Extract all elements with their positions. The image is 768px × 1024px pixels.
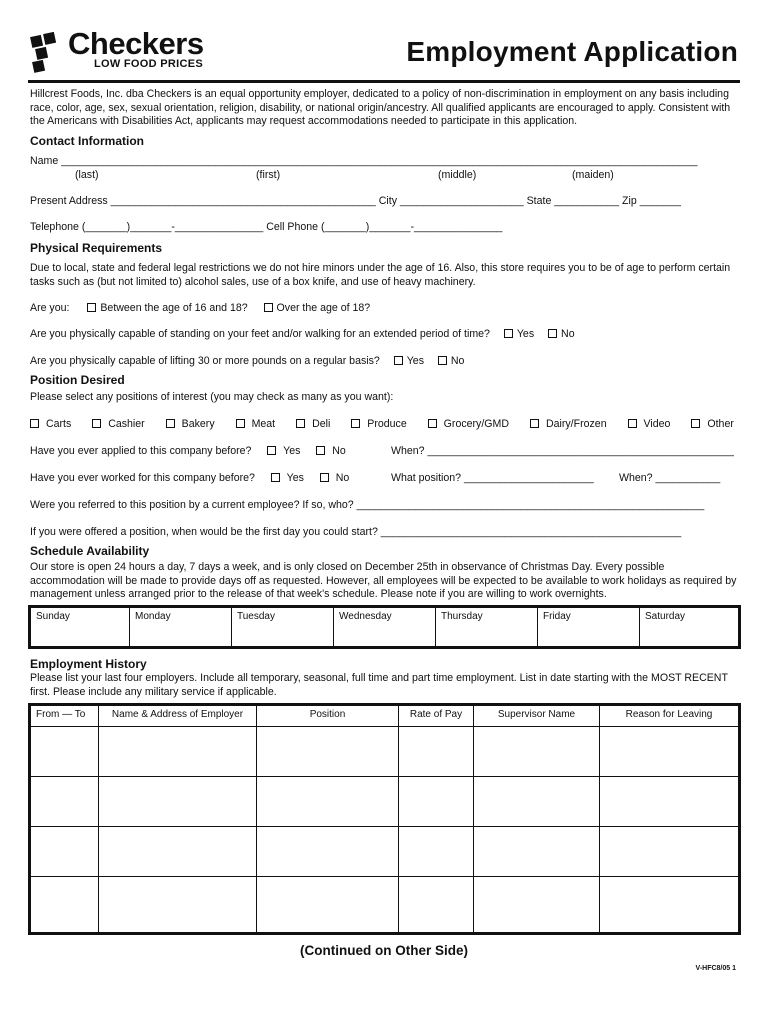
position-option-label: Cashier: [108, 418, 145, 430]
address-field[interactable]: Present Address _____________________________________________ City _____________________ State ___________ Zip _______: [30, 195, 681, 207]
table-cell[interactable]: [99, 727, 257, 777]
table-cell[interactable]: [30, 876, 99, 933]
day-cell-wednesday[interactable]: Wednesday: [334, 607, 436, 648]
table-cell[interactable]: [399, 727, 474, 777]
schedule-row: [30, 607, 740, 648]
worked-question: [30, 472, 349, 484]
stand-question: [30, 328, 575, 340]
col-header: Position: [257, 705, 399, 727]
position-option[interactable]: [691, 418, 733, 430]
position-option-label: Carts: [45, 418, 72, 430]
position-checkbox[interactable]: [691, 419, 700, 428]
header-rule: [28, 80, 740, 83]
table-cell[interactable]: [257, 776, 399, 826]
applied-no-checkbox[interactable]: [316, 446, 325, 455]
age-over-18-label: Over the age of 18?: [276, 302, 371, 314]
table-cell[interactable]: [600, 776, 740, 826]
stand-no-checkbox[interactable]: [548, 329, 557, 338]
intro-paragraph: Hillcrest Foods, Inc. dba Checkers is an equal opportunity employer, dedicated to a policy of non-discrimination in employment on any basis including race, color, age, sex, sexual orientation, religion, disability, or national origin/ancestry. All qualified applicants are encouraged to apply. Consistent with the Americans with Disabilities Act, applicants may request accommodations needed to participate in this application.: [30, 88, 731, 128]
position-option[interactable]: [92, 418, 144, 430]
position-checkbox[interactable]: [530, 419, 539, 428]
page-title: Employment Application: [406, 36, 738, 67]
history-table: [28, 703, 741, 935]
position-checkbox[interactable]: [428, 419, 437, 428]
position-option[interactable]: [351, 418, 406, 430]
position-heading: Position Desired: [30, 373, 125, 387]
position-option-label: Bakery: [181, 418, 215, 430]
continued-note: (Continued on Other Side): [300, 943, 468, 958]
name-sub-first: (first): [256, 169, 281, 181]
table-cell[interactable]: [600, 826, 740, 876]
worked-no-checkbox[interactable]: [320, 473, 329, 482]
table-cell[interactable]: [600, 727, 740, 777]
schedule-paragraph: Our store is open 24 hours a day, 7 days a week, and is only closed on December 25th in observance of Christmas Day. Every possible accommodation will be made to provide days off as requested. However, all employees will be expected to be available to work holidays as required by management unless arranged prior to the release of that week's schedule. Please note if you are willing to work overnights.: [30, 561, 737, 601]
col-header: Reason for Leaving: [600, 705, 740, 727]
schedule-heading: Schedule Availability: [30, 544, 150, 558]
position-checkbox[interactable]: [92, 419, 101, 428]
phone-field[interactable]: Telephone (_______)_______-_______________ Cell Phone (_______)_______-_______________: [30, 221, 503, 233]
position-option-label: Other: [707, 418, 734, 430]
lift-no-checkbox[interactable]: [438, 356, 447, 365]
table-cell[interactable]: [30, 826, 99, 876]
history-paragraph: Please list your last four employers. Include all temporary, seasonal, full time and part time employment. List in date starting with the MOST RECENT first. Please include any military service if applicable.: [30, 672, 728, 698]
history-header-row: [30, 705, 740, 727]
position-option-label: Grocery/GMD: [443, 418, 510, 430]
table-cell[interactable]: [99, 776, 257, 826]
position-option-label: Dairy/Frozen: [545, 418, 607, 430]
day-cell-tuesday[interactable]: Tuesday: [232, 607, 334, 648]
name-field[interactable]: Name ____________________________________________________________________________________________________________: [30, 155, 698, 167]
age-16-18-checkbox[interactable]: [87, 303, 96, 312]
brand-tagline: LOW FOOD PRICES: [94, 58, 203, 70]
table-cell[interactable]: [257, 826, 399, 876]
position-instructions: Please select any positions of interest (you may check as many as you want):: [30, 391, 394, 403]
table-cell[interactable]: [399, 776, 474, 826]
stand-no-label: No: [561, 328, 575, 340]
position-option[interactable]: [428, 418, 509, 430]
table-cell[interactable]: [30, 727, 99, 777]
age-question: [30, 302, 370, 314]
applied-question-label: Have you ever applied to this company before?: [30, 445, 252, 457]
name-sub-maiden: (maiden): [572, 169, 614, 181]
col-header: From — To: [30, 705, 99, 727]
position-checkbox[interactable]: [166, 419, 175, 428]
day-cell-friday[interactable]: Friday: [538, 607, 640, 648]
table-cell[interactable]: [474, 826, 600, 876]
day-cell-thursday[interactable]: Thursday: [436, 607, 538, 648]
applied-when-field[interactable]: When? ____________________________________________________: [391, 445, 734, 457]
lift-question-label: Are you physically capable of lifting 30 or more pounds on a regular basis?: [30, 355, 380, 367]
position-option[interactable]: [30, 418, 71, 430]
table-cell[interactable]: [99, 826, 257, 876]
lift-question: [30, 355, 464, 367]
position-option-label: Video: [643, 418, 671, 430]
day-cell-saturday[interactable]: Saturday: [640, 607, 740, 648]
worked-when-field[interactable]: When? ___________: [619, 472, 721, 484]
table-cell[interactable]: [99, 876, 257, 933]
applied-yes-label: Yes: [283, 445, 301, 457]
table-cell[interactable]: [399, 876, 474, 933]
position-option[interactable]: [530, 418, 607, 430]
worked-yes-label: Yes: [286, 472, 304, 484]
position-option[interactable]: [166, 418, 215, 430]
name-sub-last: (last): [75, 169, 99, 181]
day-cell-sunday[interactable]: Sunday: [30, 607, 130, 648]
stand-yes-label: Yes: [516, 328, 535, 340]
name-sub-middle: (middle): [438, 169, 477, 181]
lift-yes-checkbox[interactable]: [394, 356, 403, 365]
applied-no-label: No: [332, 445, 346, 457]
position-option-label: Produce: [367, 418, 407, 430]
physical-heading: Physical Requirements: [30, 241, 163, 255]
table-cell[interactable]: [600, 876, 740, 933]
table-row: [30, 826, 740, 876]
table-cell[interactable]: [474, 727, 600, 777]
lift-no-label: No: [450, 355, 465, 367]
position-option[interactable]: [296, 418, 330, 430]
schedule-table: [28, 605, 741, 649]
table-cell[interactable]: [399, 826, 474, 876]
stand-yes-checkbox[interactable]: [504, 329, 513, 338]
lift-yes-label: Yes: [406, 355, 424, 367]
history-heading: Employment History: [30, 657, 147, 671]
table-cell[interactable]: [257, 876, 399, 933]
table-row: [30, 776, 740, 826]
position-checkbox[interactable]: [351, 419, 360, 428]
applied-yes-checkbox[interactable]: [267, 446, 276, 455]
form-code: V-HFC8/05 1: [695, 965, 736, 972]
worked-question-label: Have you ever worked for this company before?: [30, 472, 255, 484]
age-over-18-checkbox[interactable]: [264, 303, 273, 312]
col-header: Name & Address of Employer: [99, 705, 257, 727]
position-options: [30, 418, 734, 430]
position-option[interactable]: [236, 418, 276, 430]
age-16-18-label: Between the age of 16 and 18?: [100, 302, 248, 314]
worked-position-field[interactable]: What position? ______________________: [391, 472, 594, 484]
stand-question-label: Are you physically capable of standing on your feet and/or walking for an extended period of time?: [30, 328, 490, 340]
checkers-logo-icon: [30, 32, 64, 74]
worked-yes-checkbox[interactable]: [271, 473, 280, 482]
table-cell[interactable]: [474, 876, 600, 933]
applied-question: [30, 445, 346, 457]
age-question-label: Are you:: [30, 302, 70, 314]
position-checkbox[interactable]: [236, 419, 245, 428]
position-checkbox[interactable]: [296, 419, 305, 428]
worked-no-label: No: [335, 472, 350, 484]
table-row: [30, 727, 740, 777]
day-cell-monday[interactable]: Monday: [130, 607, 232, 648]
table-cell[interactable]: [30, 776, 99, 826]
position-option-label: Deli: [312, 418, 331, 430]
position-checkbox[interactable]: [30, 419, 39, 428]
col-header: Supervisor Name: [474, 705, 600, 727]
brand-name: Checkers: [68, 26, 204, 61]
first-day-field[interactable]: If you were offered a position, when would be the first day you could start? ___________________________________________________: [30, 526, 682, 538]
position-option-label: Meat: [251, 418, 276, 430]
table-row: [30, 876, 740, 933]
physical-paragraph: Due to local, state and federal legal restrictions we do not hire minors under the age of 16. Also, this store requires you to be of age to perform certain tasks such as (but not limited to) alcohol sales, use of a box knife, and use of heavy machinery.: [30, 262, 731, 288]
col-header: Rate of Pay: [399, 705, 474, 727]
contact-heading: Contact Information: [30, 134, 144, 148]
referred-field[interactable]: Were you referred to this position by a current employee? If so, who? ___________________________________________________________: [30, 499, 705, 511]
position-checkbox[interactable]: [628, 419, 637, 428]
table-cell[interactable]: [474, 776, 600, 826]
position-option[interactable]: [628, 418, 671, 430]
table-cell[interactable]: [257, 727, 399, 777]
